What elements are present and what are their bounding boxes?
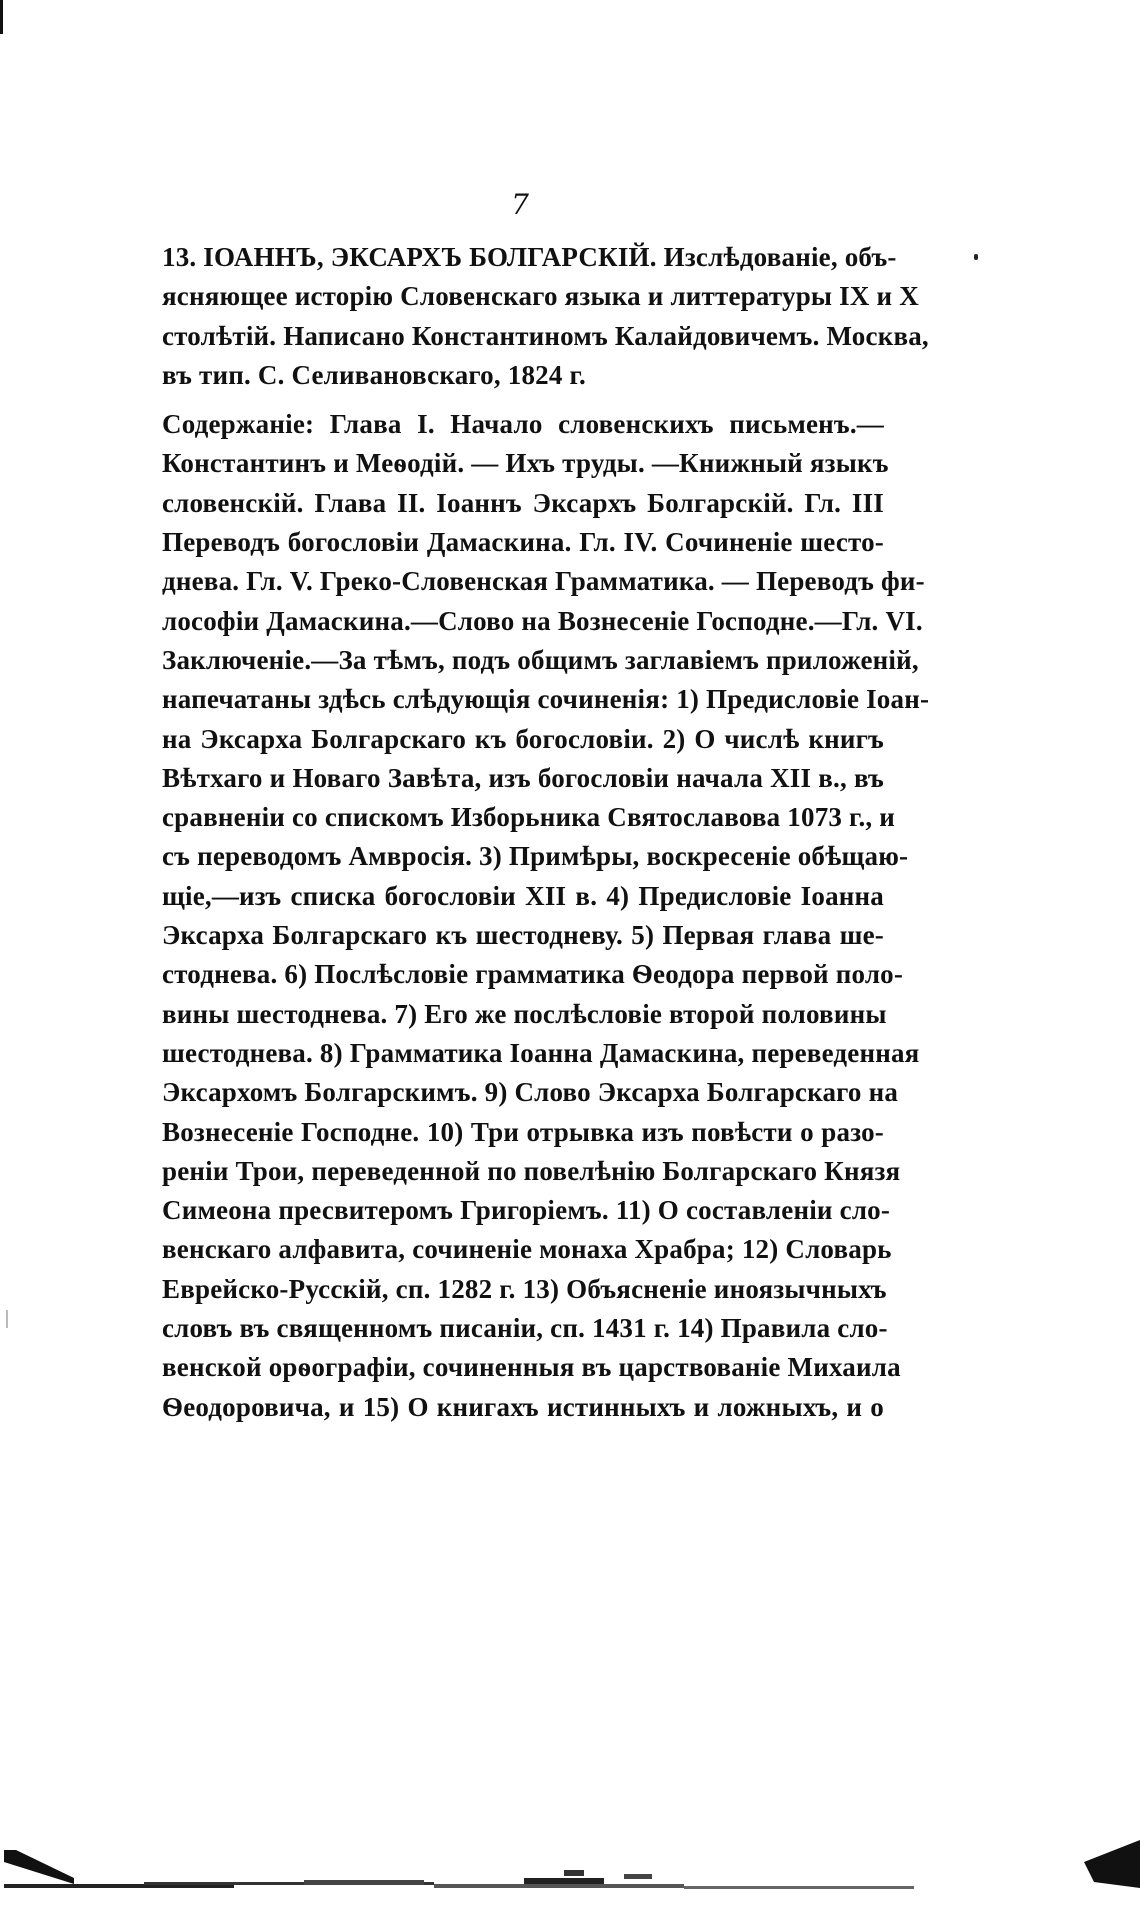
contents-line-23: Еврейско-Русскій, сп. 1282 г. 13) Объясненіе иноязычныхъ [162,1273,887,1304]
contents-line-5: днева. Гл. V. Греко-Словенская Грамматика. — Переводъ фи- [162,566,925,597]
contents-line-10: Вѣтхаго и Новаго Завѣта, изъ богословіи начала XII в., въ [162,762,884,793]
entry-line-4: въ тип. С. Селивановскаго, 1824 г. [162,359,586,390]
scan-speck [974,254,978,260]
contents-line-16: вины шестоднева. 7) Его же послѣсловіе второй половины [162,998,887,1029]
scan-edge-mark-lower [6,1310,8,1328]
page-number: 7 [511,188,529,221]
entry-line-3: столѣтій. Написано Константиномъ Калайдовичемъ. Москва, [162,320,929,351]
contents-line-17: шестоднева. 8) Грамматика Іоанна Дамаскина, переведенная [162,1037,920,1068]
contents-line-6: лософіи Дамаскина.—Слово на Вознесеніе Господне.—Гл. VI. [162,605,923,636]
contents-line-13: щіе,—изъ списка богословіи XII в. 4) Предисловіе Іоанна [162,880,884,911]
paragraph-gap [162,395,884,405]
contents-line-4: Переводъ богословіи Дамаскина. Гл. IV. Сочиненіе шесто- [162,527,884,558]
contents-line-26: Ѳеодоровича, и 15) О книгахъ истинныхъ и ложныхъ, и о [162,1391,884,1422]
contents-line-15: стоднева. 6) Послѣсловіе грамматика Ѳеодора первой поло- [162,959,904,990]
contents-line-24: словъ въ священномъ писаніи, сп. 1431 г. 14) Правила сло- [162,1313,888,1344]
contents-line-20: реніи Трои, переведенной по повелѣнію Болгарскаго Князя [162,1155,901,1186]
contents-line-21: Симеона пресвитеромъ Григоріемъ. 11) О составленіи сло- [162,1195,891,1226]
entry-line-1: 13. ІОАННЪ, ЭКСАРХЪ БОЛГАРСКІЙ. Изслѣдованіе, объ- [162,242,897,272]
entry-line-2: ясняющее исторію Словенскаго языка и литтературы IX и X [162,281,919,312]
contents-line-25: венской орѳографіи, сочиненныя въ царствованіе Михаила [162,1352,901,1383]
contents-line-3: словенскій. Глава II. Іоаннъ Эксархъ Болгарскій. Гл. III [162,487,884,518]
scan-bottom-noise [4,1800,1140,1915]
contents-line-18: Эксархомъ Болгарскимъ. 9) Слово Эксарха Болгарскаго на [162,1077,899,1108]
contents-line-1: Содержаніе: Глава I. Начало словенскихъ письменъ.— [162,409,884,440]
contents-line-14: Эксарха Болгарскаго къ шестодневу. 5) Первая глава ше- [162,920,884,951]
contents-line-22: венскаго алфавита, сочиненіе монаха Храбра; 12) Словарь [162,1234,892,1265]
contents-line-11: сравненіи со спискомъ Изборьника Святославова 1073 г., и [162,802,896,833]
contents-line-12: съ переводомъ Амвросія. 3) Примѣры, воскресеніе обѣщаю- [162,841,909,872]
contents-line-2: Константинъ и Меѳодій. — Ихъ труды. —Книжный языкъ [162,448,889,479]
contents-line-9: на Эксарха Болгарскаго къ богословіи. 2) О числѣ книгъ [162,723,884,754]
contents-line-8: напечатаны здѣсь слѣдующія сочиненія: 1) Предисловіе Іоан- [162,684,930,715]
page-text [162,238,930,1427]
contents-line-7: Заключеніе.—За тѣмъ, подъ общимъ заглавіемъ приложеній, [162,644,919,675]
scan-edge-mark [0,0,3,34]
contents-line-19: Вознесеніе Господне. 10) Три отрывка изъ повѣсти о разо- [162,1116,884,1147]
